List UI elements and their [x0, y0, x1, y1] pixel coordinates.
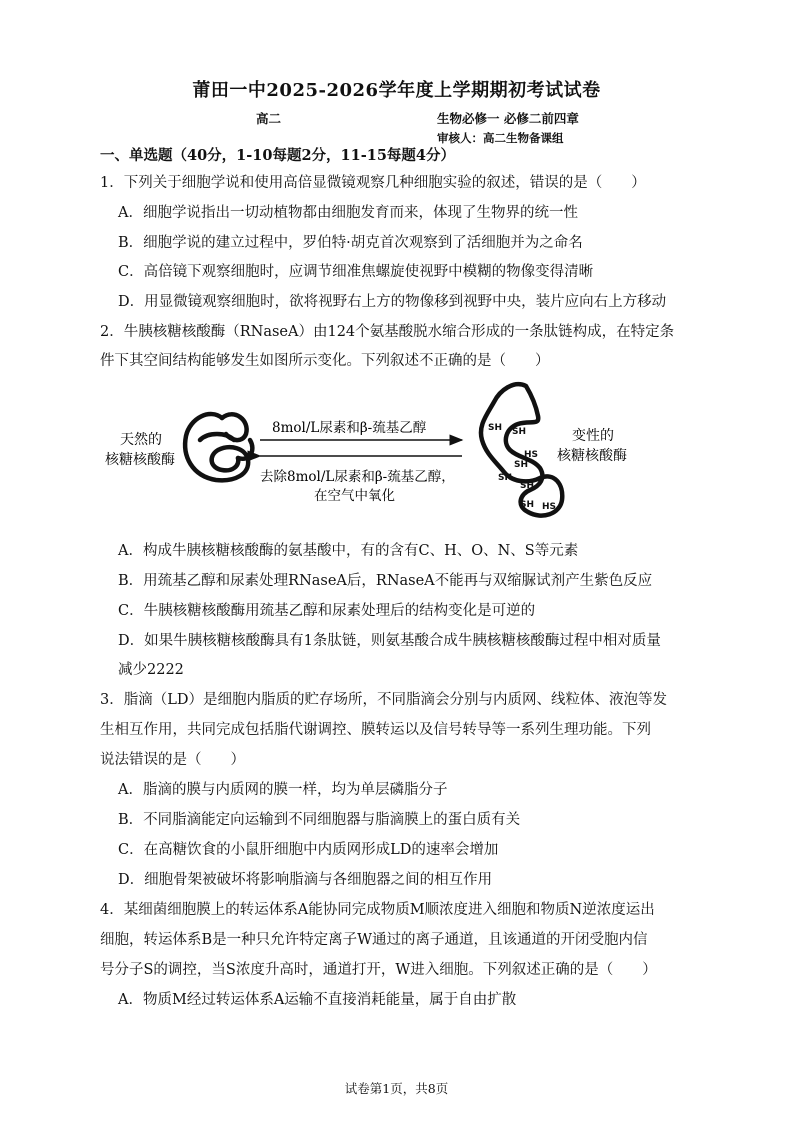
q3-stem-line2: 生相互作用，共同完成包括脂代谢调控、膜转运以及信号转导等一系列生理功能。下列 — [100, 722, 651, 738]
q3-option-a: A．脂滴的膜与内质网的膜一样，均为单层磷脂分子 — [118, 782, 448, 798]
native-label-1: 天然的 — [120, 432, 162, 448]
sh-label-1: SH — [488, 423, 503, 433]
denatured-label-1: 变性的 — [572, 428, 614, 444]
q2-stem-line1: 2．牛胰核糖核酸酶（RNaseA）由124个氨基酸脱水缩合形成的一条肽链构成，在特定条 — [100, 324, 675, 340]
grade-label: 高二 — [256, 111, 282, 126]
rnase-denaturation-diagram — [100, 378, 700, 528]
q2-option-a: A．构成牛胰核糖核酸酶的氨基酸中，有的含有C、H、O、N、S等元素 — [118, 543, 579, 559]
sh-label-4: SH — [498, 473, 513, 483]
q1-option-c: C．高倍镜下观察细胞时，应调节细准焦螺旋使视野中模糊的物像变得清晰 — [118, 264, 594, 280]
forward-condition-label: 8mol/L尿素和β-巯基乙醇 — [272, 420, 427, 436]
denatured-label-2: 核糖核酸酶 — [557, 448, 627, 464]
sh-label-5: SH — [520, 481, 535, 491]
q2-option-d-line1: D．如果牛胰核糖核酸酶具有1条肽链，则氨基酸合成牛胰核糖核酸酶过程中相对质量 — [118, 633, 661, 649]
q3-option-c: C．在高糖饮食的小鼠肝细胞中内质网形成LD的速率会增加 — [118, 842, 499, 858]
q2-option-c: C．牛胰核糖核酸酶用巯基乙醇和尿素处理后的结构变化是可逆的 — [118, 603, 536, 619]
q3-option-d: D．细胞骨架被破坏将影响脂滴与各细胞器之间的相互作用 — [118, 872, 493, 888]
q3-option-b: B．不同脂滴能定向运输到不同细胞器与脂滴膜上的蛋白质有关 — [118, 812, 521, 828]
q4-option-a: A．物质M经过转运体系A运输不直接消耗能量，属于自由扩散 — [118, 992, 517, 1008]
page-footer: 试卷第1页，共8页 — [344, 1081, 449, 1096]
exam-title: 莆田一中2025-2026学年度上学期期初考试试卷 — [192, 80, 601, 101]
q1-option-b: B．细胞学说的建立过程中，罗伯特·胡克首次观察到了活细胞并为之命名 — [118, 235, 583, 251]
q4-stem-line2: 细胞，转运体系B是一种只允许特定离子W通过的离子通道，且该通道的开闭受胞内信 — [100, 932, 648, 948]
sh-label-2: SH — [512, 427, 527, 437]
q2-option-d-line2: 减少2222 — [118, 662, 184, 678]
q4-stem-line3: 号分子S的调控，当S浓度升高时，通道打开，W进入细胞。下列叙述正确的是（ ） — [100, 962, 657, 978]
q2-stem-line2: 件下其空间结构能够发生如图所示变化。下列叙述不正确的是（ ） — [100, 353, 550, 369]
section-heading: 一、单选题（40分，1-10每题2分，11-15每题4分） — [100, 147, 456, 164]
q4-stem-line1: 4．某细菌细胞膜上的转运体系A能协同完成物质M顺浓度进入细胞和物质N逆浓度运出 — [100, 902, 655, 918]
denatured-protein-shape — [481, 384, 562, 515]
native-label-2: 核糖核酸酶 — [105, 452, 175, 468]
q1-option-a: A．细胞学说指出一切动植物都由细胞发育而来，体现了生物界的统一性 — [118, 205, 578, 221]
hs-label-1: HS — [524, 450, 539, 460]
reverse-condition-label-2: 在空气中氧化 — [314, 488, 395, 504]
q3-stem-line3: 说法错误的是（ ） — [100, 752, 245, 768]
q3-stem-line1: 3．脂滴（LD）是细胞内脂质的贮存场所，不同脂滴会分别与内质网、线粒体、液泡等发 — [100, 692, 667, 708]
native-protein-shape — [185, 414, 252, 480]
reverse-condition-label-1: 去除8mol/L尿素和β-巯基乙醇， — [260, 469, 455, 485]
subject-label: 生物必修一 必修二前四章 — [437, 111, 579, 126]
q1-stem: 1．下列关于细胞学说和使用高倍显微镜观察几种细胞实验的叙述，错误的是（ ） — [100, 175, 646, 191]
hs-label-2: HS — [542, 502, 557, 512]
reviewer-label: 审核人：高二生物备课组 — [437, 131, 564, 145]
q2-option-b: B．用巯基乙醇和尿素处理RNaseA后，RNaseA不能再与双缩脲试剂产生紫色反应 — [118, 573, 653, 589]
sh-label-3: SH — [514, 460, 529, 470]
sh-label-6: SH — [520, 500, 535, 510]
q1-option-d: D．用显微镜观察细胞时，欲将视野右上方的物像移到视野中央，装片应向右上方移动 — [118, 294, 667, 310]
